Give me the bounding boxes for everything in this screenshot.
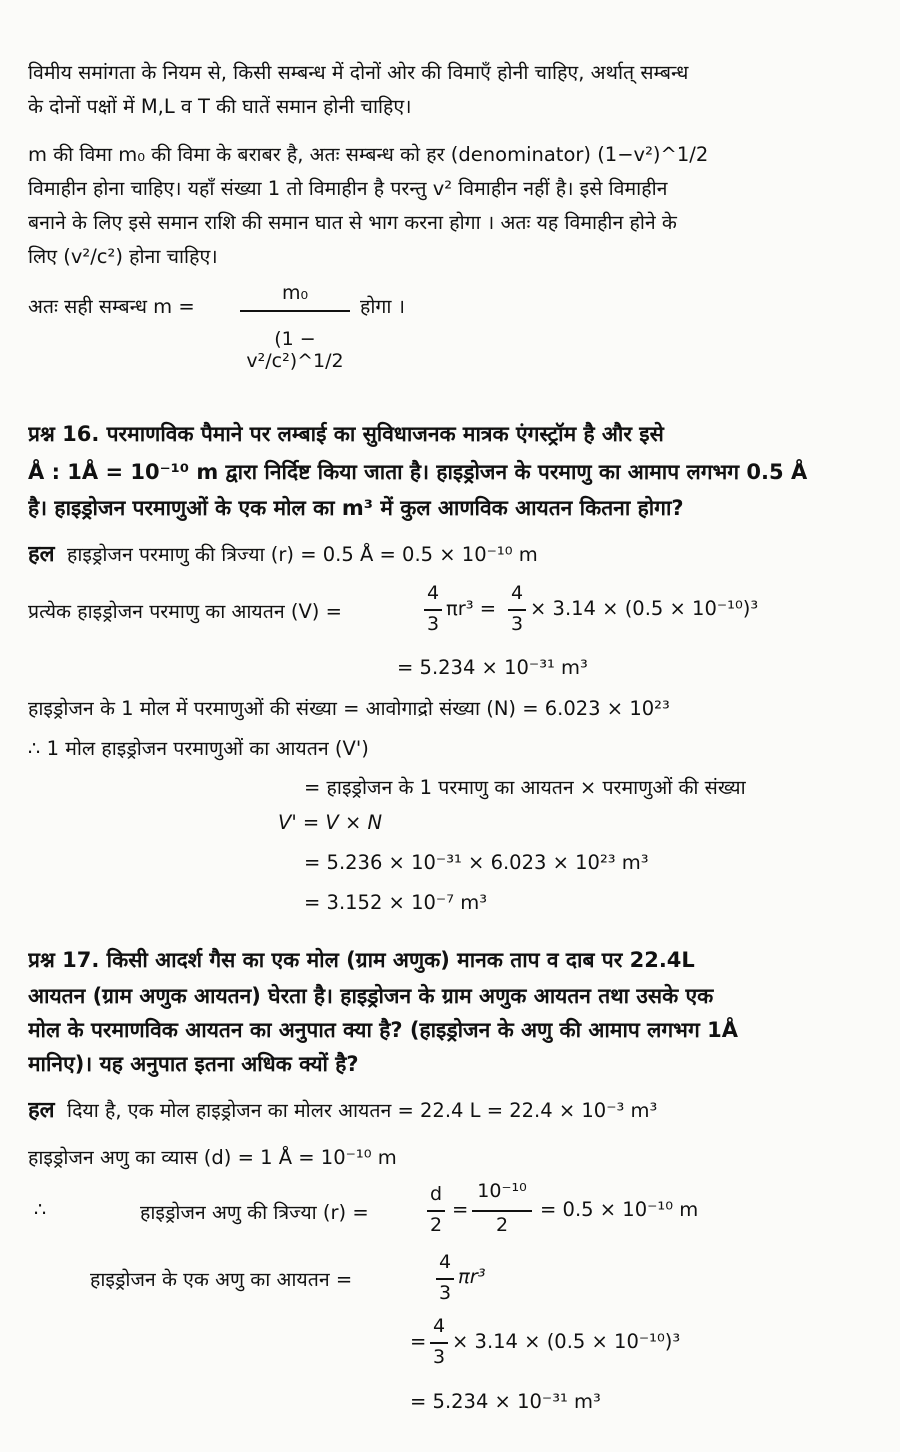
q16-s2-mid: πr³ = bbox=[446, 597, 497, 620]
q17-s4-frac-den: 3 bbox=[438, 1282, 452, 1304]
q17-s3-d: d bbox=[429, 1183, 443, 1205]
q17-s3-bar-1 bbox=[427, 1210, 445, 1212]
q16-s2-frac-num: 4 bbox=[426, 582, 440, 604]
q17-s3-den: 2 bbox=[495, 1214, 509, 1236]
q17-s4-prefix: हाइड्रोजन के एक अणु का आयतन = bbox=[90, 1268, 353, 1291]
q17-s5-frac-num: 4 bbox=[432, 1315, 446, 1337]
relation-fraction-bar bbox=[240, 310, 350, 312]
q17-label: प्रश्न 17. bbox=[28, 948, 100, 972]
q17-solution-label: हल bbox=[28, 1098, 55, 1123]
q16-s5: ∴ 1 मोल हाइड्रोजन परमाणुओं का आयतन (V') bbox=[28, 737, 369, 760]
q17-s4-frac-bar bbox=[436, 1278, 454, 1280]
relation-numerator: m₀ bbox=[281, 282, 309, 304]
q17-s3-prefix: हाइड्रोजन अणु की त्रिज्या (r) = bbox=[140, 1201, 369, 1224]
q16-s9: = 3.152 × 10⁻⁷ m³ bbox=[304, 891, 488, 914]
q17-s6: = 5.234 × 10⁻³¹ m³ bbox=[410, 1390, 601, 1413]
q17-line-4: मानिए)। यह अनुपात इतना अधिक क्यों है? bbox=[28, 1052, 359, 1076]
q17-s3-num: 10⁻¹⁰ bbox=[477, 1180, 527, 1202]
intro-line-3: m की विमा m₀ की विमा के बराबर है, अतः सम्बन्ध को हर (denominator) (1−v²)^1/2 bbox=[28, 143, 709, 166]
q17-s5-suffix: × 3.14 × (0.5 × 10⁻¹⁰)³ bbox=[452, 1330, 681, 1353]
q17-line-2: आयतन (ग्राम अणुक आयतन) घेरता है। हाइड्रोजन के ग्राम अणुक आयतन तथा उसके एक bbox=[28, 984, 714, 1008]
q16-s1: हाइड्रोजन परमाणु की त्रिज्या (r) = 0.5 Å = 0.5 × 10⁻¹⁰ m bbox=[67, 543, 538, 566]
q16-text-1: परमाणविक पैमाने पर लम्बाई का सुविधाजनक मात्रक एंगस्ट्रॉम है और इसे bbox=[106, 422, 664, 446]
q17-sol-line-1 bbox=[28, 1096, 878, 1125]
q16-s2-frac2-num: 4 bbox=[510, 582, 524, 604]
intro-line-1: विमीय समांगता के नियम से, किसी सम्बन्ध में दोनों ओर की विमाएँ होनी चाहिए, अर्थात् सम्बन्ध bbox=[28, 61, 689, 84]
intro-line-6: लिए (v²/c²) होना चाहिए। bbox=[28, 245, 218, 268]
q16-sol-line-1 bbox=[28, 540, 878, 569]
q16-s2-frac-den: 3 bbox=[426, 613, 440, 635]
q17-s3-bar-2 bbox=[472, 1210, 532, 1212]
q16-s8: = 5.236 × 10⁻³¹ × 6.023 × 10²³ m³ bbox=[304, 851, 649, 874]
q16-s2-frac2-bar bbox=[508, 609, 526, 611]
q16-line-1 bbox=[28, 420, 878, 449]
q17-line-3: मोल के परमाणविक आयतन का अनुपात क्या है? (हाइड्रोजन के अणु की आमाप लगभग 1Å bbox=[28, 1018, 738, 1042]
q17-text-1: किसी आदर्श गैस का एक मोल (ग्राम अणुक) मानक ताप व दाब पर 22.4L bbox=[106, 948, 695, 972]
q17-s4-suffix: πr³ bbox=[458, 1265, 486, 1288]
q16-s7: V' = V × N bbox=[278, 811, 383, 834]
relation-suffix: होगा । bbox=[360, 295, 406, 318]
q16-label: प्रश्न 16. bbox=[28, 422, 100, 446]
q17-line-1 bbox=[28, 946, 878, 975]
q17-s2: हाइड्रोजन अणु का व्यास (d) = 1 Å = 10⁻¹⁰ m bbox=[28, 1146, 397, 1169]
relation-denominator: (1 − v²/c²)^1/2 bbox=[246, 328, 344, 372]
q17-s4-frac-num: 4 bbox=[438, 1251, 452, 1273]
intro-line-2: के दोनों पक्षों में M,L व T की घातें समान होनी चाहिए। bbox=[28, 95, 412, 118]
q16-s2-frac2-den: 3 bbox=[510, 613, 524, 635]
q17-s5-frac-den: 3 bbox=[432, 1346, 446, 1368]
intro-line-4: विमाहीन होना चाहिए। यहाँ संख्या 1 तो विमाहीन है परन्तु v² विमाहीन नहीं है। इसे विमाहीन bbox=[28, 177, 668, 200]
q16-s2-prefix: प्रत्येक हाइड्रोजन परमाणु का आयतन (V) = bbox=[28, 600, 342, 623]
q16-line-3: है। हाइड्रोजन परमाणुओं के एक मोल का m³ में कुल आणविक आयतन कितना होगा? bbox=[28, 496, 684, 520]
q17-s5-frac-bar bbox=[430, 1342, 448, 1344]
q17-s3-2: 2 bbox=[429, 1214, 443, 1236]
q16-s4: हाइड्रोजन के 1 मोल में परमाणुओं की संख्या = आवोगाद्रो संख्या (N) = 6.023 × 10²³ bbox=[28, 697, 670, 720]
q16-s2-frac-bar bbox=[424, 609, 442, 611]
intro-line-5: बनाने के लिए इसे समान राशि की समान घात से भाग करना होगा । अतः यह विमाहीन होने के bbox=[28, 211, 677, 234]
therefore-symbol: ∴ bbox=[34, 1198, 47, 1221]
q16-s6: = हाइड्रोजन के 1 परमाणु का आयतन × परमाणुओं की संख्या bbox=[304, 776, 746, 799]
q16-s3: = 5.234 × 10⁻³¹ m³ bbox=[397, 656, 588, 679]
q16-line-2: Å : 1Å = 10⁻¹⁰ m द्वारा निर्दिष्ट किया जाता है। हाइड्रोजन के परमाणु का आमाप लगभग 0.5 Å bbox=[28, 460, 808, 484]
q17-s3-suffix: = 0.5 × 10⁻¹⁰ m bbox=[540, 1198, 699, 1221]
q16-solution-label: हल bbox=[28, 542, 55, 567]
q17-s1: दिया है, एक मोल हाइड्रोजन का मोलर आयतन = 22.4 L = 22.4 × 10⁻³ m³ bbox=[67, 1099, 658, 1122]
relation-prefix: अतः सही सम्बन्ध m = bbox=[28, 295, 195, 318]
q17-s3-eq: = bbox=[452, 1198, 469, 1221]
q16-s2-suffix: × 3.14 × (0.5 × 10⁻¹⁰)³ bbox=[530, 597, 759, 620]
